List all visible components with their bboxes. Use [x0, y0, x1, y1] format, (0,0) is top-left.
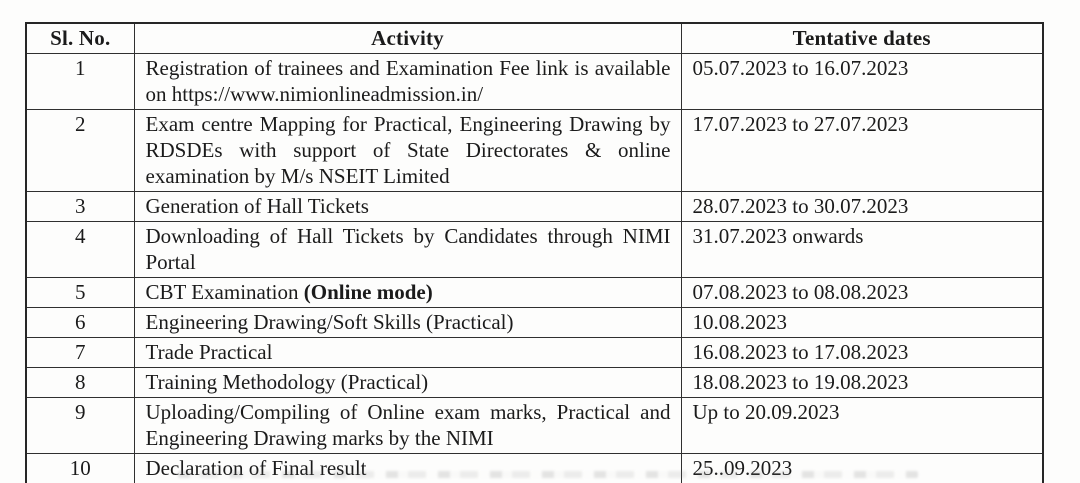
- table-row: [26, 222, 1043, 278]
- sl-no-cell: 10: [26, 454, 134, 483]
- dates-cell: 31.07.2023 onwards: [681, 222, 1043, 278]
- table-row: [26, 308, 1043, 338]
- sl-no-cell: 7: [26, 338, 134, 368]
- dates-cell: Up to 20.09.2023: [681, 398, 1043, 454]
- activity-text: Trade Practical: [145, 340, 273, 364]
- table-row: [26, 278, 1043, 308]
- column-header: Sl. No.: [26, 23, 134, 54]
- sl-no-cell: 4: [26, 222, 134, 278]
- activity-text: Exam centre Mapping for Practical, Engineering Drawing by RDSDEs with support of State Directorates & online examination by M/s NSEIT Limited: [145, 112, 671, 188]
- activity-cell: [134, 454, 681, 483]
- activity-cell: [134, 398, 681, 454]
- activity-text: Engineering Drawing/Soft Skills (Practical): [145, 310, 514, 334]
- url-text: https://www.nimionlineadmission.in/: [171, 82, 484, 106]
- exam-schedule-table: [25, 22, 1044, 483]
- activity-text-bold: (Online mode): [303, 280, 433, 304]
- table-row: [26, 398, 1043, 454]
- activity-cell: [134, 338, 681, 368]
- dates-cell: 10.08.2023: [681, 308, 1043, 338]
- dates-cell: 28.07.2023 to 30.07.2023: [681, 192, 1043, 222]
- table-row: [26, 110, 1043, 192]
- table-row: [26, 368, 1043, 398]
- table-row: [26, 454, 1043, 483]
- scan-artifact: [178, 471, 918, 478]
- table-row: [26, 338, 1043, 368]
- activity-text: Downloading of Hall Tickets by Candidates through NIMI Portal: [145, 224, 671, 274]
- activity-text: Registration of trainees and Examination Fee link is available on: [145, 56, 671, 106]
- column-header: Activity: [134, 23, 681, 54]
- dates-cell: 18.08.2023 to 19.08.2023: [681, 368, 1043, 398]
- activity-text: Uploading/Compiling of Online exam marks, Practical and Engineering Drawing marks by the NIMI: [145, 400, 671, 450]
- activity-cell: [134, 192, 681, 222]
- activity-cell: [134, 54, 681, 110]
- activity-cell: [134, 308, 681, 338]
- sl-no-cell: 3: [26, 192, 134, 222]
- activity-cell: [134, 278, 681, 308]
- sl-no-cell: 5: [26, 278, 134, 308]
- sl-no-cell: 6: [26, 308, 134, 338]
- table-row: [26, 192, 1043, 222]
- activity-cell: [134, 368, 681, 398]
- table-body: [26, 54, 1043, 483]
- dates-cell: 25..09.2023: [681, 454, 1043, 483]
- sl-no-cell: 8: [26, 368, 134, 398]
- dates-cell: 17.07.2023 to 27.07.2023: [681, 110, 1043, 192]
- activity-text: Declaration of Final result: [145, 456, 367, 480]
- activity-text: CBT Examination: [145, 280, 304, 304]
- column-header: Tentative dates: [681, 23, 1043, 54]
- sl-no-cell: 2: [26, 110, 134, 192]
- dates-cell: 05.07.2023 to 16.07.2023: [681, 54, 1043, 110]
- activity-cell: [134, 110, 681, 192]
- activity-text: Generation of Hall Tickets: [145, 194, 369, 218]
- dates-cell: 07.08.2023 to 08.08.2023: [681, 278, 1043, 308]
- table-row: [26, 54, 1043, 110]
- header-row: [26, 23, 1043, 54]
- dates-cell: 16.08.2023 to 17.08.2023: [681, 338, 1043, 368]
- activity-cell: [134, 222, 681, 278]
- sl-no-cell: 1: [26, 54, 134, 110]
- sl-no-cell: 9: [26, 398, 134, 454]
- activity-text: Training Methodology (Practical): [145, 370, 429, 394]
